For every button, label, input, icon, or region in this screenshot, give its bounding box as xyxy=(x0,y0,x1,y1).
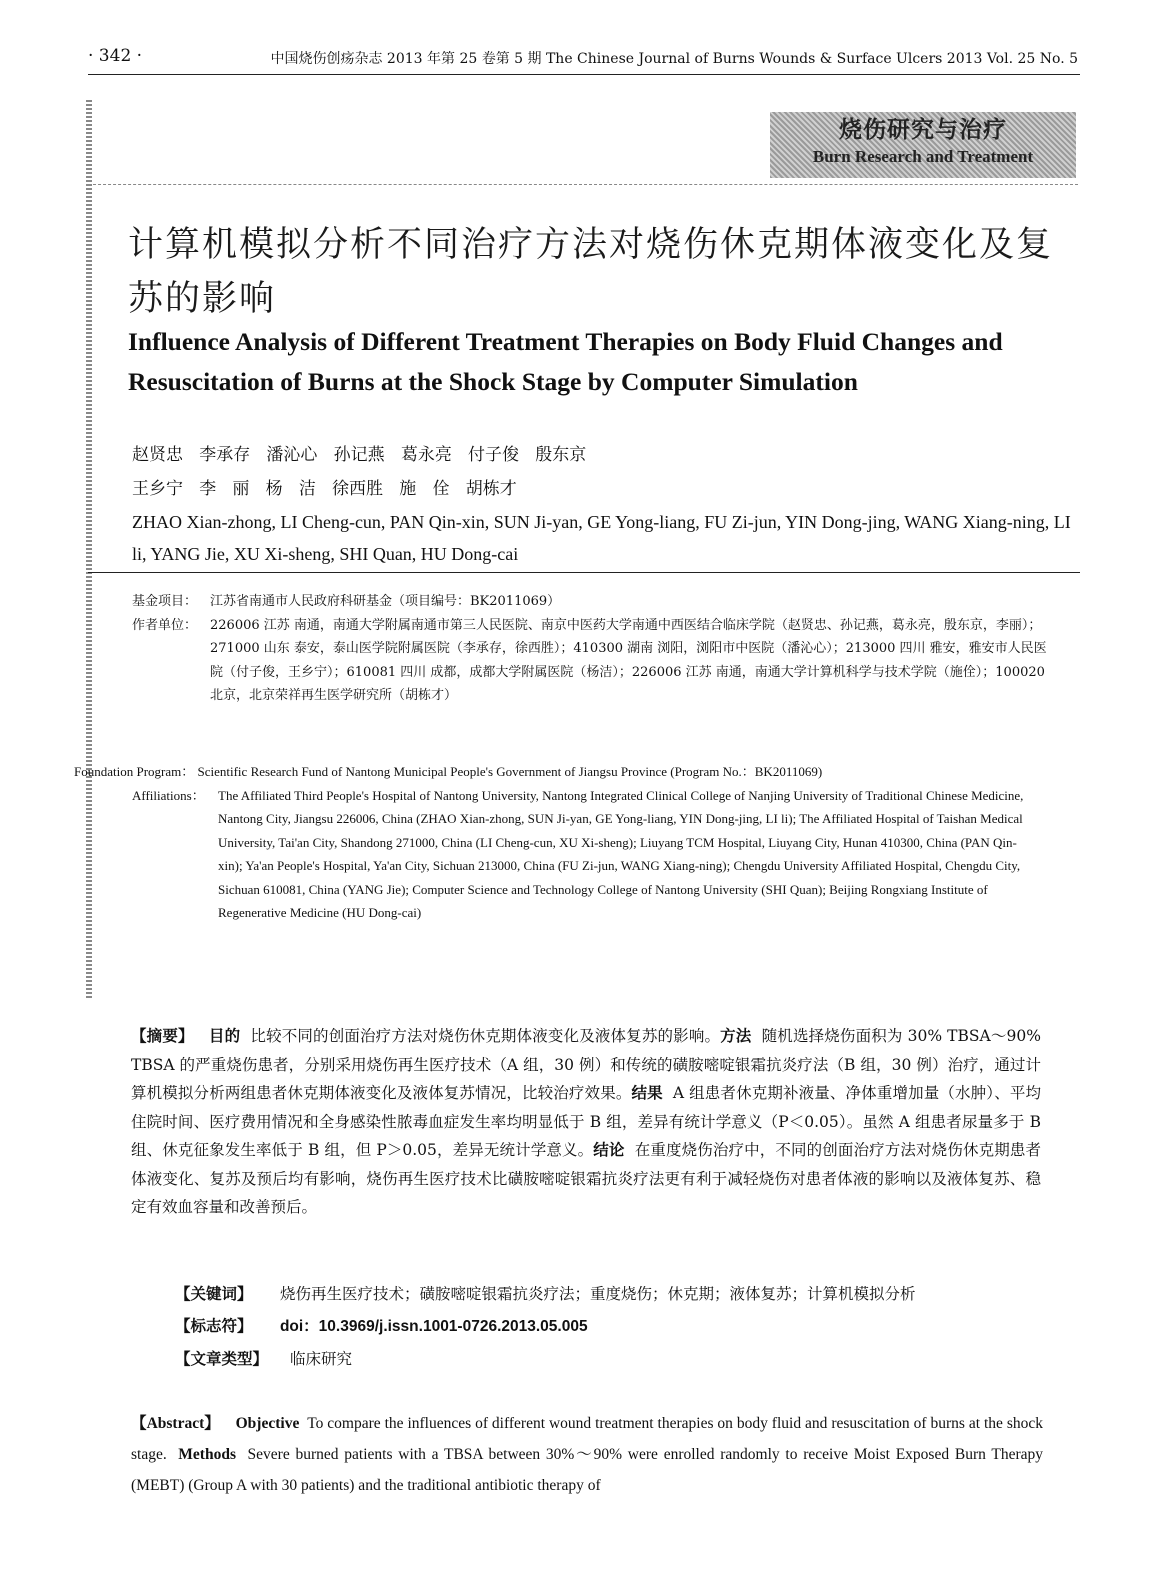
abstract-en xyxy=(131,1408,1043,1501)
methods-cn-text: 随机选择烧伤面积为 30% TBSA～90% TBSA 的严重烧伤患者，分别采用烧伤再生医疗技术（A 组，30 例）和传统的磺胺嘧啶银霜抗炎疗法（B 组，30 例）治疗，通过计算机模拟分析两组患者休克期体液变化及液体复苏情况，比较治疗效果。 xyxy=(131,1027,1041,1102)
authors-rule xyxy=(88,572,1080,573)
article-type-text: 临床研究 xyxy=(289,1350,352,1368)
methods-en-label: Methods xyxy=(178,1446,236,1463)
methods-cn-label: 方法 xyxy=(720,1027,752,1045)
abstract-cn-label: 【摘要】 xyxy=(131,1027,194,1045)
objective-cn-label: 目的 xyxy=(208,1027,241,1045)
funding-en-label: Foundation Program： xyxy=(74,764,195,779)
abstract-cn xyxy=(131,1022,1041,1222)
affiliation-en-label: Affiliations： xyxy=(132,787,205,803)
section-badge xyxy=(770,112,1076,178)
doi-label: 【标志符】 xyxy=(175,1317,253,1335)
affiliation-cn xyxy=(132,614,1052,708)
authors-cn xyxy=(132,438,586,506)
objective-en-label: Objective xyxy=(235,1415,300,1432)
affiliation-en xyxy=(132,784,1040,925)
section-title-cn: 烧伤研究与治疗 xyxy=(839,116,1007,143)
section-rule xyxy=(88,184,1078,185)
funding-en xyxy=(74,760,1040,784)
keywords-line xyxy=(175,1278,1055,1310)
article-info-cn xyxy=(132,590,1052,708)
funding-cn-text: 江苏省南通市人民政府科研基金（项目编号：BK2011069） xyxy=(210,594,561,609)
objective-cn-text: 比较不同的创面治疗方法对烧伤休克期体液变化及液体复苏的影响。 xyxy=(250,1027,721,1045)
doi-text[interactable]: doi：10.3969/j.issn.1001-0726.2013.05.005 xyxy=(279,1318,588,1335)
running-header xyxy=(88,46,1078,70)
results-cn-text: A 组患者休克期补液量、净体重增加量（水肿）、平均住院时间、医疗费用情况和全身感染性脓毒血症发生率均明显低于 B 组，差异有统计学意义（P＜0.05）。虽然 A 组患者尿量多于 B 组、休克征象发生率低于 B 组，但 P＞0.05，差异无统计学意义。 xyxy=(131,1084,1041,1159)
conclusion-cn-label: 结论 xyxy=(593,1141,625,1159)
article-title-cn: 计算机模拟分析不同治疗方法对烧伤休克期体液变化及复苏的影响 xyxy=(128,225,1054,319)
doi-line xyxy=(175,1310,1055,1343)
authors-cn-line-2: 王乡宁 李 丽 杨 洁 徐西胜 施 佺 胡栋才 xyxy=(132,479,517,499)
authors-cn-line-1: 赵贤忠 李承存 潘沁心 孙记燕 葛永亮 付子俊 殷东京 xyxy=(132,445,587,465)
funding-en-text: Scientific Research Fund of Nantong Municipal People's Government of Jiangsu Province (Program No.：BK2011069) xyxy=(197,764,823,779)
objective-en-text: To compare the influences of different wound treatment therapies on body fluid and resuscitation of burns at the shock stage. xyxy=(131,1415,1043,1463)
affiliation-en-text: The Affiliated Third People's Hospital of Nantong University, Nantong Integrated Clinical College of Nanjing University of Traditional Chinese Medicine, Nantong City, Jiangsu 226006, China (ZHAO Xian-zhong, SUN Ji-yan, GE Yong-liang, YIN Dong-jing, LI li); The Affiliated Hospital of Taishan Medical University, Tai'an City, Shandong 271000, China (LI Cheng-cun, XU Xi-sheng); Liuyang TCM Hospital, Liuyang City, Hunan 410300, China (PAN Qin-xin); Ya'an People's Hospital, Ya'an City, Sichuan 213000, China (FU Zi-jun, WANG Xiang-ning); Chengdu University Affiliated Hospital, Chengdu City, Sichuan 610081, China (YANG Jie); Computer Science and Technology College of Nantong University (SHI Quan); Beijing Rongxiang Institute of Regenerative Medicine (HU Dong-cai) xyxy=(218,787,1024,920)
left-margin-rule xyxy=(86,100,92,1000)
article-info-en xyxy=(74,760,1040,925)
keywords-label: 【关键词】 xyxy=(175,1285,253,1303)
affiliation-cn-label: 作者单位： xyxy=(132,617,198,633)
article-type-line xyxy=(175,1343,1055,1375)
keywords-block xyxy=(175,1278,1055,1375)
results-cn-label: 结果 xyxy=(631,1084,663,1102)
abstract-en-label: 【Abstract】 xyxy=(131,1415,220,1432)
section-title-en: Burn Research and Treatment xyxy=(812,147,1034,166)
conclusion-cn-text: 在重度烧伤治疗中，不同的创面治疗方法对烧伤休克期患者体液变化、复苏及预后均有影响，烧伤再生医疗技术比磺胺嘧啶银霜抗炎疗法更有利于减轻烧伤对患者体液的影响以及液体复苏、稳定有效血容量和改善预后。 xyxy=(131,1141,1041,1216)
funding-cn-label: 基金项目： xyxy=(132,594,198,609)
funding-cn xyxy=(132,590,1052,614)
affiliation-cn-text: 226006 江苏 南通，南通大学附属南通市第三人民医院、南京中医药大学南通中西医结合临床学院（赵贤忠、孙记燕，葛永亮，殷东京，李丽）；271000 山东 泰安，泰山医学院附属医院（李承存，徐西胜）；410300 湖南 浏阳，浏阳市中医院（潘沁心）；213000 四川 雅安，雅安市人民医院（付子俊，王乡宁）；610081 四川 成都，成都大学附属医院（杨洁）；226006 江苏 南通，南通大学计算机科学与技术学院（施佺）；100020 北京，北京荣祥再生医学研究所（胡栋才） xyxy=(210,617,1047,703)
header-rule xyxy=(88,74,1080,75)
keywords-text: 烧伤再生医疗技术；磺胺嘧啶银霜抗炎疗法；重度烧伤；休克期；液体复苏；计算机模拟分析 xyxy=(279,1285,916,1303)
article-type-label: 【文章类型】 xyxy=(175,1350,269,1368)
article-title-en: Influence Analysis of Different Treatment Therapies on Body Fluid Changes and Resuscitation of Burns at the Shock Stage by Computer Simulation xyxy=(128,327,1003,396)
authors-en: ZHAO Xian-zhong, LI Cheng-cun, PAN Qin-xin, SUN Ji-yan, GE Yong-liang, FU Zi-jun, YIN Dong-jing, WANG Xiang-ning, LI li, YANG Jie, XU Xi-sheng, SHI Quan, HU Dong-cai xyxy=(132,512,1071,564)
methods-en-text: Severe burned patients with a TBSA between 30%～90% were enrolled randomly to receive Moist Exposed Burn Therapy (MEBT) (Group A with 30 patients) and the traditional antibiotic therapy of xyxy=(131,1446,1043,1494)
page-number: · 342 · xyxy=(88,46,143,66)
journal-running-title: 中国烧伤创疡杂志 2013 年第 25 卷第 5 期 The Chinese Journal of Burns Wounds & Surface Ulcers 2013 Vol. 25 No. 5 xyxy=(270,51,1078,67)
